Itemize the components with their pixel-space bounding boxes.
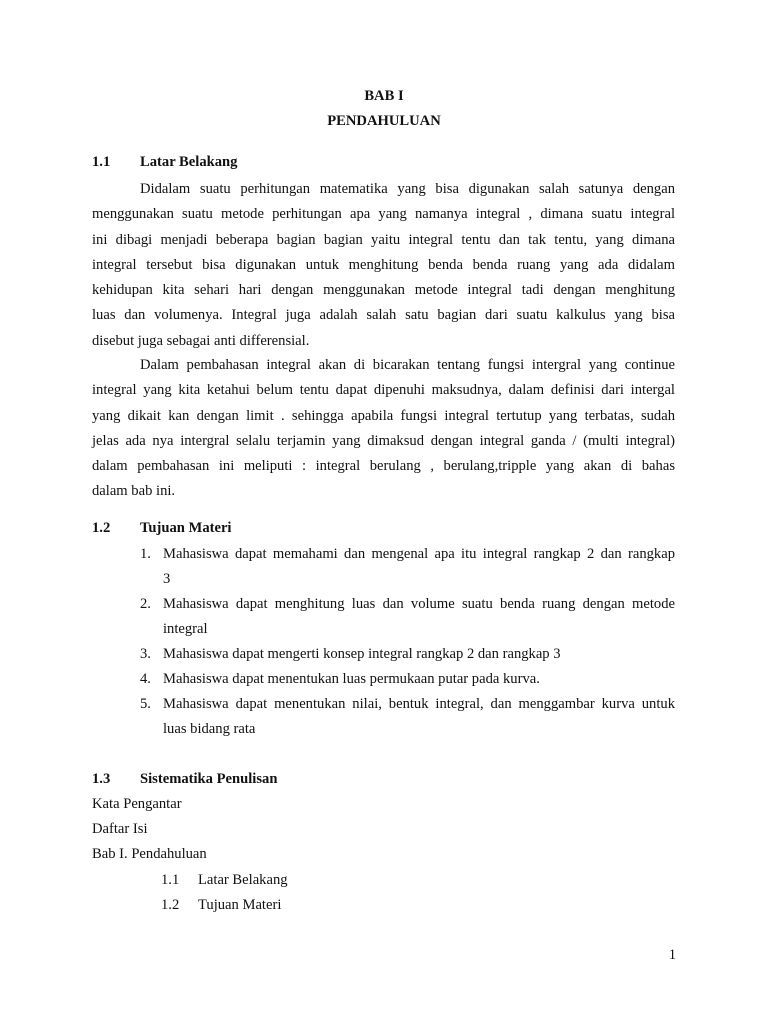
paragraph-line: kehidupan kita sehari hari dengan menggunakan metode integral tadi dengan menghitung <box>92 282 675 299</box>
goal-text: Mahasiswa dapat menentukan luas permukaan putar pada kurva. <box>163 671 540 687</box>
goal-number: 3. <box>140 646 151 662</box>
paragraph-latar-belakang-1 <box>92 177 675 354</box>
toc-daftar-isi: Daftar Isi <box>92 821 148 837</box>
section-1-1-title: Latar Belakang <box>140 154 238 170</box>
section-1-1-number: 1.1 <box>92 154 111 170</box>
paragraph-line: integral tersebut bisa digunakan untuk menghitung benda benda ruang yang ada didalam <box>92 256 675 273</box>
section-1-2-number: 1.2 <box>92 520 111 536</box>
paragraph-line: dalam pembahasan ini meliputi : integral berulang , berulang,tripple yang akan di bahas <box>92 458 675 475</box>
goal-number: 2. <box>140 596 151 612</box>
paragraph-line: dalam bab ini. <box>92 483 176 500</box>
goal-item <box>140 667 675 692</box>
paragraph-line: Dalam pembahasan integral akan di bicarakan tentang fungsi intergral yang continue <box>140 357 675 373</box>
goal-text: Mahasiswa dapat menentukan nilai, bentuk integral, dan menggambar kurva untuk <box>163 696 675 712</box>
toc-sub-number: 1.2 <box>161 897 180 913</box>
paragraph-line: disebut juga sebagai anti differensial. <box>92 332 310 349</box>
goal-text: Mahasiswa dapat mengerti konsep integral rangkap 2 dan rangkap 3 <box>163 646 561 662</box>
goal-number: 5. <box>140 696 151 712</box>
toc-sub-title: Tujuan Materi <box>198 897 282 913</box>
goal-number: 1. <box>140 546 151 562</box>
goal-text-continued: luas bidang rata <box>163 721 256 737</box>
paragraph-line: ini dibagi menjadi beberapa bagian bagian yaitu integral tentu dan tak tentu, yang dimana <box>92 231 675 248</box>
section-1-3-title: Sistematika Penulisan <box>140 771 278 787</box>
section-1-2-title: Tujuan Materi <box>140 520 232 536</box>
paragraph-line: jelas ada nya intergral selalu terjamin yang dimaksud dengan integral ganda / (multi integral) <box>92 432 675 449</box>
paragraph-line: menggunakan suatu metode perhitungan apa yang namanya integral , dimana suatu integral <box>92 206 675 223</box>
goal-item <box>140 642 675 667</box>
goal-text: Mahasiswa dapat memahami dan mengenal apa itu integral rangkap 2 dan rangkap <box>163 546 675 562</box>
paragraph-line: luas dan volumenya. Integral juga adalah salah satu bagian dari suatu kalkulus yang bisa <box>92 307 675 324</box>
paragraph-line: Didalam suatu perhitungan matematika yang bisa digunakan salah satunya dengan <box>140 181 675 197</box>
page-number: 1 <box>668 947 676 963</box>
toc-kata-pengantar: Kata Pengantar <box>92 796 182 812</box>
toc-sub-number: 1.1 <box>161 872 180 888</box>
goal-number: 4. <box>140 671 151 687</box>
chapter-label: BAB I <box>364 88 404 104</box>
paragraph-line: integral yang kita ketahui belum tentu dapat dipenuhi maksudnya, dalam definisi dari intergal <box>92 382 675 399</box>
goal-item <box>140 592 675 642</box>
goal-text-continued: integral <box>163 621 208 637</box>
toc-bab-1: Bab I. Pendahuluan <box>92 846 207 862</box>
section-1-3-number: 1.3 <box>92 771 111 787</box>
chapter-title: PENDAHULUAN <box>327 113 441 129</box>
goal-item <box>140 542 675 592</box>
goal-text: Mahasiswa dapat menghitung luas dan volume suatu benda ruang dengan metode <box>163 596 675 612</box>
paragraph-line: yang dikait kan dengan limit . sehingga apabila fungsi integral tertutup yang terbatas, sudah <box>92 407 675 424</box>
goal-text-continued: 3 <box>163 571 171 587</box>
goal-item <box>140 692 675 742</box>
paragraph-latar-belakang-2 <box>92 353 675 505</box>
toc-sub-title: Latar Belakang <box>198 872 288 888</box>
